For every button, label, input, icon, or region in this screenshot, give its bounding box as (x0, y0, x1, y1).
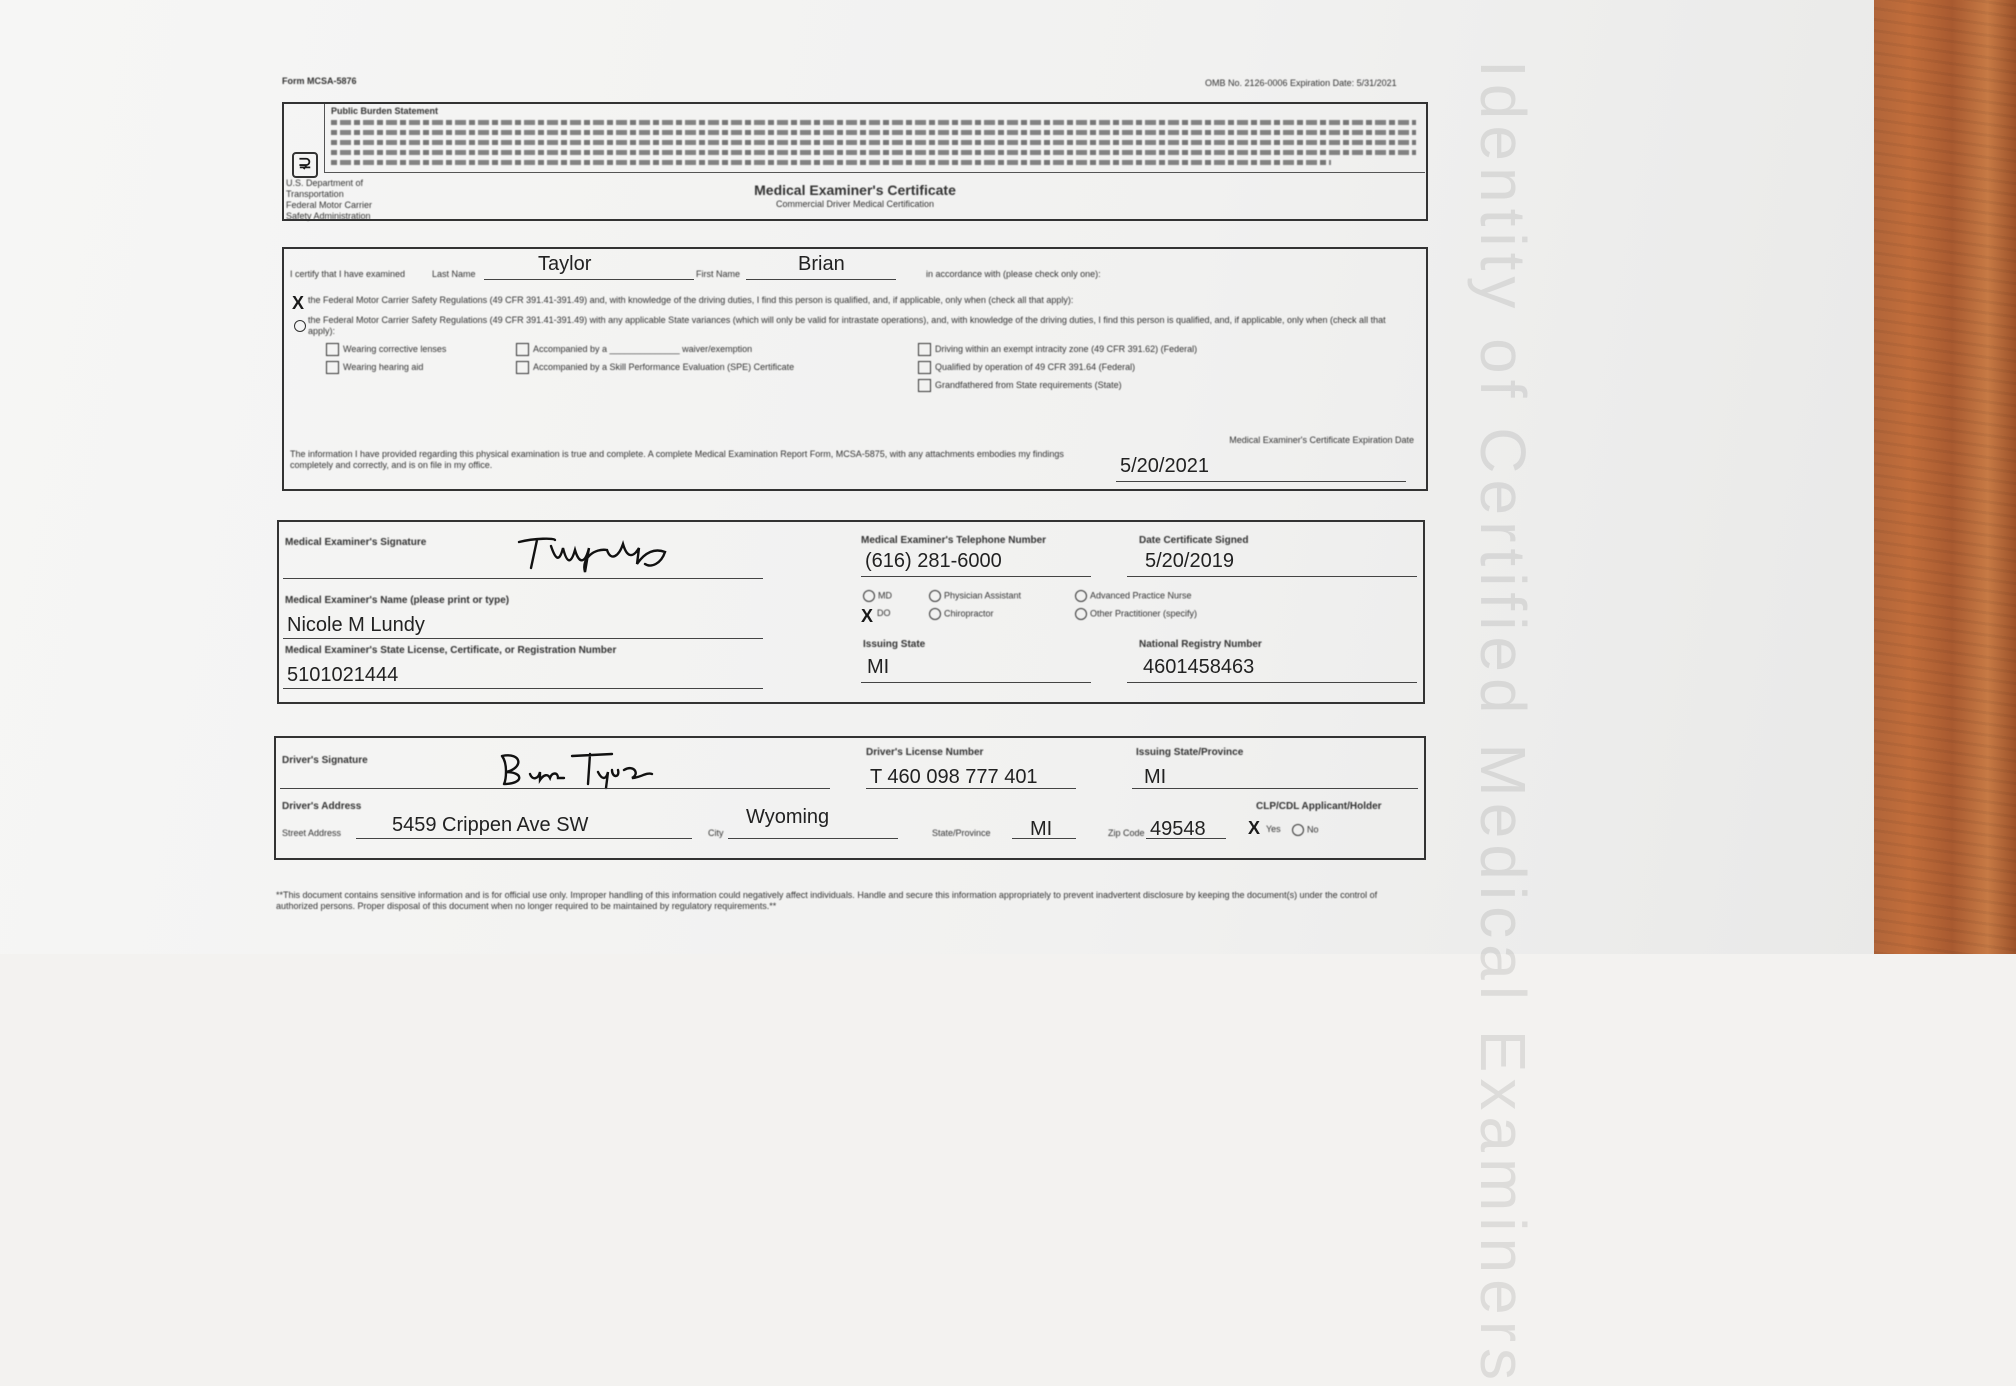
driver-section (274, 736, 1426, 860)
registry-label: National Registry Number (1139, 639, 1262, 650)
street-value[interactable]: 5459 Crippen Ave SW (392, 814, 589, 836)
zip-value[interactable]: 49548 (1150, 818, 1206, 840)
bleed-through-text: Identity of Certified Medical Examiners (1467, 60, 1539, 1386)
driver-signature[interactable] (494, 744, 674, 790)
wooden-table-edge (1874, 0, 2016, 954)
checkbox-391-64[interactable]: Qualified by operation of 49 CFR 391.64 (Federal) (918, 361, 1135, 374)
checkbox-exempt-intracity[interactable]: Driving within an exempt intracity zone (49 CFR 391.62) (Federal) (918, 343, 1197, 356)
examiner-signature-label: Medical Examiner's Signature (285, 537, 427, 548)
certification-section (282, 247, 1428, 491)
checkbox-corrective-lenses[interactable]: Wearing corrective lenses (326, 343, 446, 356)
certify-intro: I certify that I have examined (290, 269, 406, 279)
issuing-state-value[interactable]: MI (867, 656, 890, 678)
attestation-text: The information I have provided regarding this physical examination is true and complete. A complete Medical Examination Report Form, MCSA-5875, with any attachments embodies my findings completely and correctly, and is on file in my office. (290, 449, 1064, 470)
checkbox-waiver[interactable]: Accompanied by a ______________ waiver/exemption (516, 343, 752, 356)
clp-label: CLP/CDL Applicant/Holder (1256, 801, 1382, 812)
clp-no-option[interactable]: No (1292, 824, 1319, 836)
header-box (282, 102, 1428, 221)
phone-label: Medical Examiner's Telephone Number (861, 535, 1047, 546)
state-label: State/Province (932, 828, 991, 838)
last-name-value[interactable]: Taylor (538, 253, 592, 275)
credential-do-mark[interactable]: X (861, 606, 874, 626)
examiner-signature[interactable] (515, 528, 695, 574)
city-label: City (708, 828, 724, 838)
zip-label: Zip Code (1108, 828, 1145, 838)
expiration-label: Medical Examiner's Certificate Expiration Date (1229, 435, 1414, 445)
form-number: Form MCSA-5876 (282, 76, 357, 86)
option1-text: the Federal Motor Carrier Safety Regulations (49 CFR 391.41-391.49) and, with knowledge of the driving duties, I find this person is qualified, and, if applicable, only when (check all that apply): (308, 295, 1074, 305)
driver-issuing-value[interactable]: MI (1144, 766, 1167, 788)
credential-apn[interactable]: Advanced Practice Nurse (1075, 590, 1192, 602)
option2-text: the Federal Motor Carrier Safety Regulations (49 CFR 391.41-391.49) with any applicable State variances (which will only be valid for intrastate operations), and, with knowledge of the driving duties, I find this person is qualified, and, if applicable, only when (check all that apply): (308, 315, 1386, 336)
examiner-name-label: Medical Examiner's Name (please print or type) (285, 595, 510, 606)
credential-pa[interactable]: Physician Assistant (929, 590, 1021, 602)
license-label: Medical Examiner's State License, Certificate, or Registration Number (285, 645, 617, 656)
license-value[interactable]: 5101021444 (287, 664, 399, 686)
checkbox-spe-certificate[interactable]: Accompanied by a Skill Performance Evaluation (SPE) Certificate (516, 361, 794, 374)
credential-chiropractor[interactable]: Chiropractor (929, 608, 994, 620)
burden-statement: Public Burden Statement (324, 104, 1425, 173)
agency-name: U.S. Department of Transportation Federal Motor Carrier Safety Administration (286, 178, 373, 221)
certificate-subtitle: Commercial Driver Medical Certification (775, 199, 935, 209)
phone-value[interactable]: (616) 281-6000 (865, 550, 1002, 572)
credential-other[interactable]: Other Practitioner (specify) (1075, 608, 1197, 620)
checkbox-grandfathered[interactable]: Grandfathered from State requirements (State) (918, 379, 1122, 392)
certificate-title: Medical Examiner's Certificate (754, 182, 956, 198)
credential-md[interactable]: MD (863, 590, 892, 602)
credential-do[interactable]: DO (877, 608, 891, 618)
date-signed-value[interactable]: 5/20/2019 (1145, 550, 1234, 572)
first-name-value[interactable]: Brian (798, 253, 845, 275)
issuing-state-label: Issuing State (863, 639, 926, 650)
date-signed-label: Date Certificate Signed (1139, 535, 1249, 546)
driver-license-label: Driver's License Number (866, 747, 984, 758)
footer-notice: **This document contains sensitive information and is for official use only. Improper handling of this information could negatively affect individuals. Handle and secure this information appropriately to prevent inadvertent disclosure by keeping the document(s) under the control of authorized persons. Proper disposal of this document when no longer required to be maintained by regulatory requirements.** (276, 890, 1378, 911)
expiration-date-value[interactable]: 5/20/2021 (1120, 455, 1209, 477)
omb-number: OMB No. 2126-0006 Expiration Date: 5/31/2021 (1205, 78, 1397, 88)
clp-yes-label: Yes (1266, 824, 1281, 834)
first-name-label: First Name (696, 269, 741, 279)
street-label: Street Address (282, 828, 342, 838)
state-value[interactable]: MI (1030, 818, 1053, 840)
registry-value[interactable]: 4601458463 (1143, 656, 1255, 678)
examiner-section (277, 520, 1425, 704)
examiner-name-value[interactable]: Nicole M Lundy (287, 614, 425, 636)
driver-signature-label: Driver's Signature (282, 755, 368, 766)
last-name-label: Last Name (432, 269, 476, 279)
dot-logo-icon: ⊋ (292, 152, 318, 178)
option2-radio[interactable] (294, 320, 306, 332)
checkbox-hearing-aid[interactable]: Wearing hearing aid (326, 361, 423, 374)
driver-license-value[interactable]: T 460 098 777 401 (870, 766, 1038, 788)
driver-issuing-label: Issuing State/Province (1136, 747, 1244, 758)
accordance-text: in accordance with (please check only one): (926, 269, 1101, 279)
driver-address-label: Driver's Address (282, 801, 362, 812)
city-value[interactable]: Wyoming (746, 806, 830, 828)
clp-yes-mark[interactable]: X (1248, 818, 1261, 838)
option1-check-mark[interactable]: X (292, 293, 305, 313)
